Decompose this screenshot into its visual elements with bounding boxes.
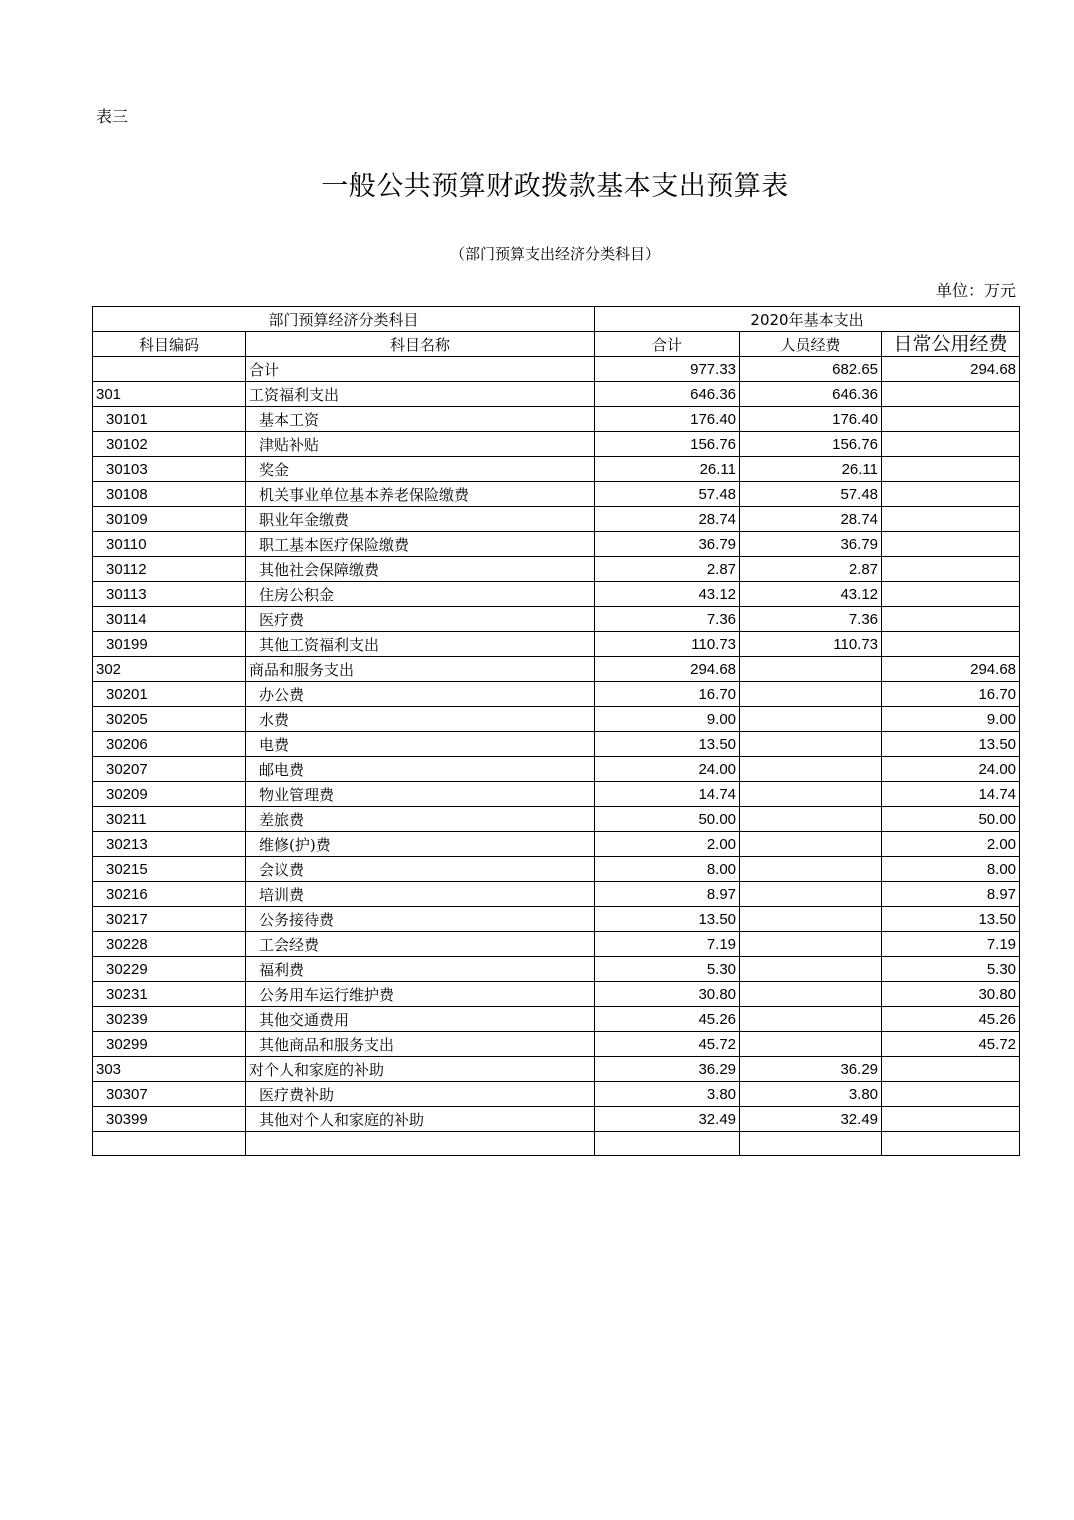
table-row [93, 957, 1020, 982]
total-cell: 30.80 [595, 982, 740, 1007]
code-cell: 30299 [93, 1032, 246, 1057]
public-cell [882, 1082, 1020, 1107]
name-cell: 物业管理费 [246, 782, 595, 807]
public-cell: 5.30 [882, 957, 1020, 982]
public-cell: 45.26 [882, 1007, 1020, 1032]
personnel-cell [740, 982, 882, 1007]
table-row [93, 757, 1020, 782]
table-row [93, 432, 1020, 457]
total-cell: 110.73 [595, 632, 740, 657]
name-cell: 培训费 [246, 882, 595, 907]
code-cell: 30216 [93, 882, 246, 907]
empty-cell [882, 1132, 1020, 1156]
public-cell: 8.97 [882, 882, 1020, 907]
public-cell [882, 507, 1020, 532]
table-row [93, 832, 1020, 857]
code-cell: 301 [93, 382, 246, 407]
table-row [93, 532, 1020, 557]
code-cell: 30217 [93, 907, 246, 932]
table-row [93, 1082, 1020, 1107]
total-cell: 28.74 [595, 507, 740, 532]
code-cell: 30231 [93, 982, 246, 1007]
header-code: 科目编码 [93, 332, 246, 357]
header-classification-group: 部门预算经济分类科目 [93, 307, 595, 332]
code-cell: 30229 [93, 957, 246, 982]
table-row [93, 932, 1020, 957]
code-cell: 30207 [93, 757, 246, 782]
total-cell: 57.48 [595, 482, 740, 507]
header-total: 合计 [595, 332, 740, 357]
code-cell: 30209 [93, 782, 246, 807]
name-cell: 差旅费 [246, 807, 595, 832]
total-cell: 45.26 [595, 1007, 740, 1032]
public-cell: 30.80 [882, 982, 1020, 1007]
total-cell: 36.79 [595, 532, 740, 557]
empty-cell [93, 1132, 246, 1156]
code-cell: 30239 [93, 1007, 246, 1032]
code-cell: 30109 [93, 507, 246, 532]
personnel-cell: 3.80 [740, 1082, 882, 1107]
name-cell: 住房公积金 [246, 582, 595, 607]
name-cell: 工资福利支出 [246, 382, 595, 407]
total-cell: 3.80 [595, 1082, 740, 1107]
code-cell: 30201 [93, 682, 246, 707]
total-cell: 2.00 [595, 832, 740, 857]
name-cell: 合计 [246, 357, 595, 382]
public-cell: 7.19 [882, 932, 1020, 957]
table-row [93, 457, 1020, 482]
code-cell: 30199 [93, 632, 246, 657]
table-row [93, 982, 1020, 1007]
table-row [93, 657, 1020, 682]
total-cell: 646.36 [595, 382, 740, 407]
name-cell: 其他对个人和家庭的补助 [246, 1107, 595, 1132]
code-cell: 30228 [93, 932, 246, 957]
name-cell: 其他商品和服务支出 [246, 1032, 595, 1057]
personnel-cell [740, 857, 882, 882]
public-cell [882, 407, 1020, 432]
code-cell: 30110 [93, 532, 246, 557]
name-cell: 其他社会保障缴费 [246, 557, 595, 582]
total-cell: 13.50 [595, 907, 740, 932]
total-cell: 8.97 [595, 882, 740, 907]
table-row [93, 1007, 1020, 1032]
personnel-cell [740, 1007, 882, 1032]
public-cell: 9.00 [882, 707, 1020, 732]
personnel-cell: 57.48 [740, 482, 882, 507]
total-cell: 45.72 [595, 1032, 740, 1057]
name-cell: 奖金 [246, 457, 595, 482]
table-row [93, 407, 1020, 432]
personnel-cell: 110.73 [740, 632, 882, 657]
total-cell: 8.00 [595, 857, 740, 882]
unit-label: 单位：万元 [935, 281, 1016, 300]
table-number: 表三 [96, 107, 129, 126]
personnel-cell: 36.79 [740, 532, 882, 557]
personnel-cell: 7.36 [740, 607, 882, 632]
table-row [93, 707, 1020, 732]
personnel-cell: 32.49 [740, 1107, 882, 1132]
total-cell: 7.19 [595, 932, 740, 957]
total-cell: 32.49 [595, 1107, 740, 1132]
public-cell [882, 1057, 1020, 1082]
name-cell: 会议费 [246, 857, 595, 882]
code-cell: 30103 [93, 457, 246, 482]
table-row [93, 907, 1020, 932]
public-cell [882, 382, 1020, 407]
personnel-cell [740, 832, 882, 857]
table-row [93, 582, 1020, 607]
code-cell: 302 [93, 657, 246, 682]
public-cell [882, 482, 1020, 507]
public-cell: 45.72 [882, 1032, 1020, 1057]
public-cell: 294.68 [882, 357, 1020, 382]
empty-cell [595, 1132, 740, 1156]
table-row [93, 507, 1020, 532]
public-cell: 13.50 [882, 907, 1020, 932]
personnel-cell: 2.87 [740, 557, 882, 582]
total-cell: 5.30 [595, 957, 740, 982]
table-row [93, 382, 1020, 407]
code-cell: 30114 [93, 607, 246, 632]
code-cell: 30102 [93, 432, 246, 457]
code-cell [93, 357, 246, 382]
public-cell [882, 532, 1020, 557]
total-cell: 176.40 [595, 407, 740, 432]
header-personnel: 人员经费 [740, 332, 882, 357]
budget-table [92, 306, 1020, 1156]
public-cell: 13.50 [882, 732, 1020, 757]
empty-cell [246, 1132, 595, 1156]
name-cell: 其他工资福利支出 [246, 632, 595, 657]
public-cell [882, 432, 1020, 457]
total-cell: 16.70 [595, 682, 740, 707]
name-cell: 机关事业单位基本养老保险缴费 [246, 482, 595, 507]
public-cell: 14.74 [882, 782, 1020, 807]
total-cell: 14.74 [595, 782, 740, 807]
personnel-cell [740, 1032, 882, 1057]
personnel-cell [740, 782, 882, 807]
name-cell: 电费 [246, 732, 595, 757]
total-cell: 24.00 [595, 757, 740, 782]
table-row [93, 882, 1020, 907]
table-row [93, 682, 1020, 707]
public-cell: 294.68 [882, 657, 1020, 682]
public-cell: 50.00 [882, 807, 1020, 832]
total-cell: 9.00 [595, 707, 740, 732]
personnel-cell: 36.29 [740, 1057, 882, 1082]
table-row [93, 557, 1020, 582]
personnel-cell: 43.12 [740, 582, 882, 607]
name-cell: 对个人和家庭的补助 [246, 1057, 595, 1082]
table-row [93, 732, 1020, 757]
personnel-cell [740, 907, 882, 932]
name-cell: 维修(护)费 [246, 832, 595, 857]
personnel-cell: 682.65 [740, 357, 882, 382]
code-cell: 30307 [93, 1082, 246, 1107]
code-cell: 30215 [93, 857, 246, 882]
code-cell: 30101 [93, 407, 246, 432]
code-cell: 30399 [93, 1107, 246, 1132]
name-cell: 商品和服务支出 [246, 657, 595, 682]
table-row [93, 632, 1020, 657]
total-cell: 156.76 [595, 432, 740, 457]
personnel-cell [740, 707, 882, 732]
name-cell: 公务用车运行维护费 [246, 982, 595, 1007]
header-basic-expenditure-group: 2020年基本支出 [595, 307, 1020, 332]
name-cell: 职工基本医疗保险缴费 [246, 532, 595, 557]
name-cell: 工会经费 [246, 932, 595, 957]
code-cell: 30211 [93, 807, 246, 832]
table-row [93, 1107, 1020, 1132]
table-row [93, 1057, 1020, 1082]
name-cell: 水费 [246, 707, 595, 732]
header-name: 科目名称 [246, 332, 595, 357]
personnel-cell [740, 807, 882, 832]
personnel-cell [740, 882, 882, 907]
code-cell: 30206 [93, 732, 246, 757]
name-cell: 公务接待费 [246, 907, 595, 932]
public-cell [882, 607, 1020, 632]
code-cell: 30108 [93, 482, 246, 507]
personnel-cell: 176.40 [740, 407, 882, 432]
total-cell: 36.29 [595, 1057, 740, 1082]
table-row [93, 807, 1020, 832]
name-cell: 其他交通费用 [246, 1007, 595, 1032]
personnel-cell: 26.11 [740, 457, 882, 482]
header-public: 日常公用经费 [882, 332, 1020, 357]
total-cell: 26.11 [595, 457, 740, 482]
table-row [93, 857, 1020, 882]
table-row [93, 607, 1020, 632]
code-cell: 30113 [93, 582, 246, 607]
name-cell: 医疗费 [246, 607, 595, 632]
personnel-cell: 156.76 [740, 432, 882, 457]
table-row [93, 482, 1020, 507]
code-cell: 30213 [93, 832, 246, 857]
total-cell: 43.12 [595, 582, 740, 607]
code-cell: 30205 [93, 707, 246, 732]
total-cell: 50.00 [595, 807, 740, 832]
total-cell: 7.36 [595, 607, 740, 632]
name-cell: 津贴补贴 [246, 432, 595, 457]
code-cell: 30112 [93, 557, 246, 582]
personnel-cell: 28.74 [740, 507, 882, 532]
total-cell: 2.87 [595, 557, 740, 582]
empty-cell [740, 1132, 882, 1156]
public-cell [882, 582, 1020, 607]
public-cell [882, 1107, 1020, 1132]
personnel-cell [740, 957, 882, 982]
personnel-cell [740, 757, 882, 782]
personnel-cell: 646.36 [740, 382, 882, 407]
table-row [93, 782, 1020, 807]
table-body [93, 357, 1020, 1156]
code-cell: 303 [93, 1057, 246, 1082]
name-cell: 福利费 [246, 957, 595, 982]
table-row [93, 1032, 1020, 1057]
name-cell: 办公费 [246, 682, 595, 707]
name-cell: 基本工资 [246, 407, 595, 432]
empty-row [93, 1132, 1020, 1156]
public-cell [882, 632, 1020, 657]
total-cell: 13.50 [595, 732, 740, 757]
public-cell: 8.00 [882, 857, 1020, 882]
document-title: 一般公共预算财政拨款基本支出预算表 [321, 171, 789, 202]
document-subtitle: （部门预算支出经济分类科目） [449, 245, 660, 263]
public-cell: 16.70 [882, 682, 1020, 707]
name-cell: 邮电费 [246, 757, 595, 782]
personnel-cell [740, 732, 882, 757]
name-cell: 职业年金缴费 [246, 507, 595, 532]
total-cell: 294.68 [595, 657, 740, 682]
public-cell: 24.00 [882, 757, 1020, 782]
public-cell: 2.00 [882, 832, 1020, 857]
public-cell [882, 457, 1020, 482]
personnel-cell [740, 932, 882, 957]
public-cell [882, 557, 1020, 582]
name-cell: 医疗费补助 [246, 1082, 595, 1107]
total-cell: 977.33 [595, 357, 740, 382]
personnel-cell [740, 682, 882, 707]
table-row [93, 357, 1020, 382]
personnel-cell [740, 657, 882, 682]
